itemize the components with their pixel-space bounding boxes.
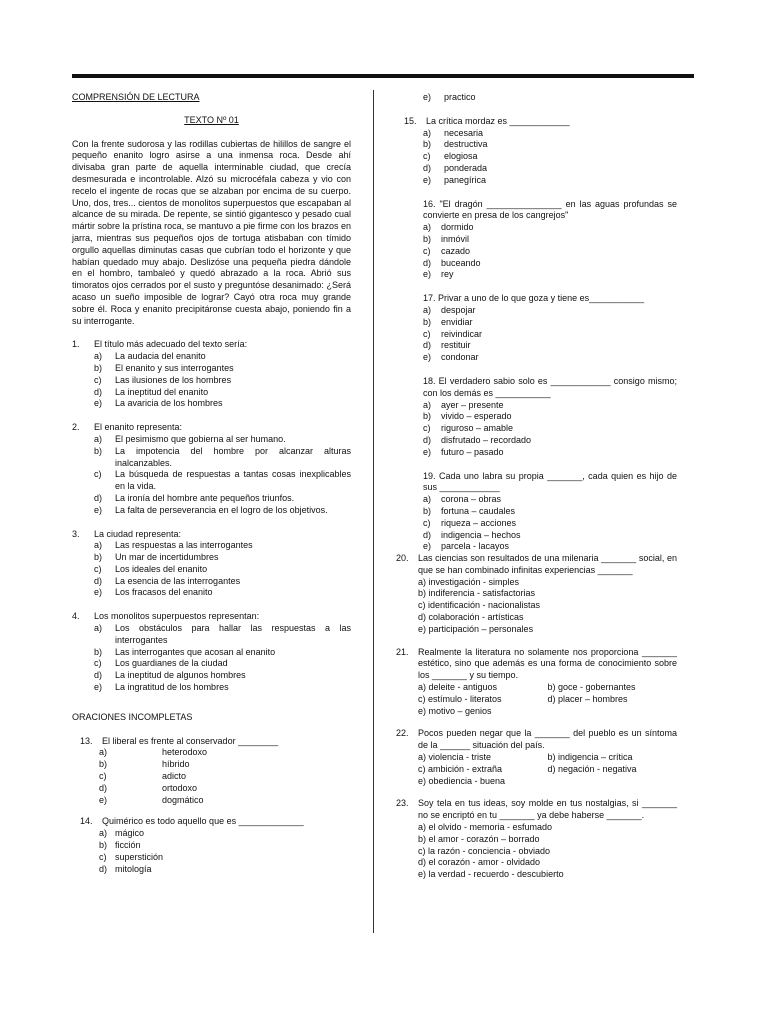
option-letter: c) <box>423 423 431 434</box>
answer-option <box>72 540 351 552</box>
option-text: Los guardianes de la ciudad <box>115 658 228 669</box>
option-letter: e) <box>423 174 432 185</box>
option-text: cazado <box>441 245 471 256</box>
option-text: dormido <box>441 222 474 233</box>
answer-option <box>72 759 351 771</box>
question-15 <box>396 116 677 187</box>
option-letter: e) <box>94 504 103 515</box>
question-text: Pocos pueden negar que la _______ del pueblo es un síntoma de la ______ situación del país. <box>418 728 677 751</box>
option-text: indigencia – hechos <box>441 529 521 540</box>
question-number: 23. <box>396 798 409 809</box>
answer-option: e) obediencia - buena <box>418 775 506 786</box>
option-letter: b) <box>94 552 103 563</box>
option-text: Un mar de incertidumbres <box>115 552 219 563</box>
option-letter: b) <box>94 362 103 373</box>
question-stem <box>72 339 351 351</box>
answer-option <box>396 269 677 281</box>
question-number: 3. <box>72 528 80 539</box>
question-18 <box>396 376 677 459</box>
question-number: 1. <box>72 339 80 350</box>
answer-option <box>72 434 351 446</box>
option-letter: d) <box>99 863 108 874</box>
top-rule <box>72 74 694 78</box>
option-text: Los fracasos del enanito <box>115 587 213 598</box>
option-letter: d) <box>423 529 432 540</box>
option-text: riguroso – amable <box>441 423 514 434</box>
left-column <box>72 92 351 875</box>
answer-option <box>396 246 677 258</box>
option-text: La ironía del hombre ante pequeños triunfos. <box>115 492 295 503</box>
answer-option <box>72 351 351 363</box>
answer-option <box>72 783 351 795</box>
question-stem <box>396 647 677 682</box>
option-text: destructiva <box>444 139 488 150</box>
question-2 <box>72 422 351 516</box>
option-text: rey <box>441 269 454 280</box>
option-letter: e) <box>94 398 103 409</box>
option-letter: d) <box>423 162 432 173</box>
option-text: Los obstáculos para hallar las respuestas a las interrogantes <box>115 623 351 645</box>
question-23 <box>396 798 677 881</box>
question-21 <box>396 647 677 718</box>
option-letter: c) <box>94 658 102 669</box>
answer-option <box>72 469 351 493</box>
option-letter: c) <box>99 771 107 782</box>
answer-option <box>72 828 351 840</box>
answer-option <box>396 340 677 352</box>
answer-option: b) indiferencia - satisfactorias <box>418 588 536 599</box>
answer-option <box>396 128 677 140</box>
answer-option <box>72 363 351 375</box>
question-number: 15. <box>404 115 417 126</box>
option-letter: a) <box>423 304 432 315</box>
answer-option <box>396 541 677 553</box>
section-title: COMPRENSIÓN DE LECTURA <box>72 92 200 102</box>
option-text: El pesimismo que gobierna al ser humano. <box>115 433 286 444</box>
option-letter: c) <box>94 469 102 480</box>
answer-option <box>396 518 677 530</box>
column-divider <box>373 90 374 933</box>
answer-option <box>72 505 351 517</box>
question-1 <box>72 339 351 410</box>
question-text: 16. "El dragón _______________ en las aguas profundas se convierte en presa de los cangrejos" <box>423 198 677 221</box>
answer-option: d) el corazón - amor - olvidado <box>418 857 541 868</box>
question-text: 19. Cada uno labra su propia _______, cada quien es hijo de sus ____________ <box>423 470 677 493</box>
option-text: superstición <box>115 851 164 862</box>
option-text: heterodoxo <box>162 747 208 758</box>
option-letter: a) <box>99 828 108 839</box>
option-letter: e) <box>94 587 103 598</box>
answer-option: d) negación - negativa <box>547 763 637 774</box>
question-stem <box>396 728 677 752</box>
option-letter: e) <box>423 352 432 363</box>
option-letter: b) <box>423 411 432 422</box>
question-16 <box>396 199 677 282</box>
answer-option <box>72 658 351 670</box>
question-stem <box>72 422 351 434</box>
answer-option <box>72 747 351 759</box>
answer-option <box>72 623 351 647</box>
option-text: Las ilusiones de los hombres <box>115 374 232 385</box>
answer-option <box>396 506 677 518</box>
answer-option: e) participación – personales <box>418 623 534 634</box>
option-text: necesaria <box>444 127 484 138</box>
option-letter: b) <box>423 139 432 150</box>
answer-option: b) el amor - corazón – borrado <box>418 833 540 844</box>
option-text: reivindicar <box>441 328 483 339</box>
answer-option <box>72 852 351 864</box>
option-letter: a) <box>94 540 103 551</box>
answer-option <box>396 163 677 175</box>
answer-option <box>72 771 351 783</box>
option-text: La avaricia de los hombres <box>115 398 223 409</box>
option-text: ponderada <box>444 162 488 173</box>
option-letter: e) <box>423 541 432 552</box>
option-letter: b) <box>423 505 432 516</box>
option-letter: c) <box>423 328 431 339</box>
option-letter: c) <box>423 517 431 528</box>
answer-option: c) identificación - nacionalistas <box>418 600 541 611</box>
answer-option <box>72 398 351 410</box>
answer-option: c) la razón - conciencia - obviado <box>418 845 551 856</box>
reading-passage: Con la frente sudorosa y las rodillas cubiertas de hilillos de sangre el pequeño enanito logro asirse a una inmensa roca. Desde ahí divisaba gran parte de aquella interminable ciudad, que crecía desmesurada e incontrolable. Alzó su microcéfala cabeza y vio con recelo el ingente de rocas que se alzaban por encima de su cuerpo. Uno, dos, tres... cientos de monolitos superpuestos que escapaban al alcance de su mirada. De repente, se sintió gigantesco y pesado cual mártir sobre la prístina roca, se mantuvo a pie firme con los brazos en jarra, mientras sus pequeños ojos de tortuga atisbaban con tímido orgullo aquellas diminutas casas que cubrían todo el horizonte y que habían quedado muy abajo. Deslizóse una pequeña piedra dándole en el hombro, tambaleó y quedó abrazado a la roca. Abrió sus timoratos ojos cerrados por el susto y preguntóse desanimado: ¿Será acaso un sueño imposible de lograr? Cayó otra roca muy grande sobre él. Roca y enanito precipitáronse cuesta abajo, poniendo fin a su interrogante. <box>72 138 351 326</box>
option-14e: e) practico <box>423 92 476 102</box>
option-letter: e) <box>423 446 432 457</box>
answer-option <box>72 493 351 505</box>
option-letter: a) <box>99 747 108 758</box>
option-text: La falta de perseverancia en el logro de los objetivos. <box>115 504 328 515</box>
option-letter: b) <box>99 759 108 770</box>
answer-option: d) colaboración - artísticas <box>418 612 524 623</box>
option-letter: a) <box>94 623 103 634</box>
answer-options-grid <box>396 752 677 776</box>
option-letter: b) <box>94 445 103 456</box>
answer-option <box>72 446 351 470</box>
answer-option <box>396 329 677 341</box>
option-letter: c) <box>99 851 107 862</box>
answer-option: a) violencia - triste <box>418 752 492 763</box>
option-text: inmóvil <box>441 233 470 244</box>
option-text: La audacia del enanito <box>115 351 206 362</box>
question-number: 21. <box>396 646 409 657</box>
question-number: 22. <box>396 728 409 739</box>
question-stem <box>72 529 351 541</box>
answer-option <box>72 552 351 564</box>
option-text: buceando <box>441 257 481 268</box>
reading-questions <box>72 339 351 694</box>
option-letter: a) <box>423 399 432 410</box>
option-text: El enanito y sus interrogantes <box>115 362 234 373</box>
question-text: Los monolitos superpuestos representan: <box>94 611 260 622</box>
answer-option <box>396 494 677 506</box>
question-text: Realmente la literatura no solamente nos proporciona _______ estético, sino que además es una forma de conocimiento sobre los _______ y su tiempo. <box>418 646 677 681</box>
option-text: parcela - lacayos <box>441 541 510 552</box>
answer-option: d) placer – hombres <box>547 693 628 704</box>
option-letter: c) <box>423 245 431 256</box>
answer-option <box>72 670 351 682</box>
option-letter: a) <box>423 222 432 233</box>
option-letter: a) <box>94 351 103 362</box>
option-text: adicto <box>162 771 187 782</box>
answer-option: a) investigación - simples <box>418 576 520 587</box>
option-text: Los ideales del enanito <box>115 563 208 574</box>
question-number: 2. <box>72 422 80 433</box>
option-letter: d) <box>94 492 103 503</box>
question-3 <box>72 529 351 600</box>
question-text: La ciudad representa: <box>94 528 182 539</box>
option-letter: d) <box>423 434 432 445</box>
question-text: La crítica mordaz es ____________ <box>426 115 570 126</box>
answer-option <box>72 375 351 387</box>
question-text: Las ciencias son resultados de una milenaria _______ social, en que se han combinado infinitas experiencias _______ <box>418 553 677 575</box>
option-letter: e) <box>423 269 432 280</box>
option-text: disfrutado – recordado <box>441 434 532 445</box>
answer-option <box>396 305 677 317</box>
answer-option <box>396 258 677 270</box>
question-text: Soy tela en tus ideas, soy molde en tus nostalgias, si _______ no se encriptó en tu _______ ya debe haberse _______. <box>418 798 677 821</box>
answer-option <box>72 387 351 399</box>
question-text: Quimérico es todo aquello que es _____________ <box>102 816 304 827</box>
answer-option: e) motivo – genios <box>418 705 492 716</box>
option-text: híbrido <box>162 759 190 770</box>
option-letter: b) <box>99 840 108 851</box>
answer-option <box>396 400 677 412</box>
question-text: El liberal es frente al conservador ________ <box>102 735 279 746</box>
option-letter: a) <box>94 433 103 444</box>
option-text: ortodoxo <box>162 782 198 793</box>
answer-option <box>396 317 677 329</box>
option-letter: d) <box>94 670 103 681</box>
answer-option <box>72 647 351 659</box>
section-oraciones: ORACIONES INCOMPLETAS <box>72 711 193 722</box>
option-text: Las interrogantes que acosan al enanito <box>115 646 276 657</box>
option-letter: c) <box>423 151 431 162</box>
answer-option: c) estímulo - literatos <box>418 693 502 704</box>
option-text: envidiar <box>441 316 473 327</box>
question-17 <box>396 293 677 364</box>
option-letter: b) <box>423 316 432 327</box>
answer-options-grid <box>396 682 677 706</box>
option-text: La impotencia del hombre por alcanzar alturas inalcanzables. <box>115 445 351 468</box>
question-stem <box>72 611 351 623</box>
option-text: La ineptitud del enanito <box>115 386 209 397</box>
question-13 <box>72 736 351 807</box>
option-text: ficción <box>115 840 141 851</box>
option-text: elogiosa <box>444 151 478 162</box>
answer-option <box>396 411 677 423</box>
answer-option: c) ambición - extraña <box>418 763 503 774</box>
answer-option <box>396 139 677 151</box>
answer-option: a) el olvido - memoria - esfumado <box>418 822 553 833</box>
option-letter: c) <box>94 563 102 574</box>
right-column <box>396 92 677 881</box>
option-letter: a) <box>423 494 432 505</box>
option-letter: a) <box>423 127 432 138</box>
option-text: La búsqueda de respuestas a tantas cosas inexplicables en la vida. <box>115 469 351 492</box>
option-letter: d) <box>423 340 432 351</box>
option-letter: c) <box>94 374 102 385</box>
question-text: El enanito representa: <box>94 422 183 433</box>
option-letter: b) <box>423 233 432 244</box>
option-letter: b) <box>94 646 103 657</box>
option-text: ayer – presente <box>441 399 504 410</box>
question-4 <box>72 611 351 694</box>
question-number: 20. <box>396 553 409 564</box>
question-text: El título más adecuado del texto sería: <box>94 339 248 350</box>
option-text: fortuna – caudales <box>441 505 516 516</box>
question-text: 18. El verdadero sabio solo es ____________ consigo mismo; con los demás es ___________ <box>423 375 677 398</box>
option-letter: d) <box>94 575 103 586</box>
answer-option <box>396 234 677 246</box>
option-text: corona – obras <box>441 494 502 505</box>
question-19 <box>396 471 677 554</box>
question-22 <box>396 728 677 787</box>
option-letter: e) <box>99 794 108 805</box>
question-text: 17. Privar a uno de lo que goza y tiene es___________ <box>423 293 645 304</box>
question-stem <box>72 816 351 828</box>
answer-option <box>396 423 677 435</box>
answer-option: e) la verdad - recuerdo - descubierto <box>418 869 564 880</box>
answer-option: a) deleite - antiguos <box>418 682 498 693</box>
answer-option <box>396 151 677 163</box>
answer-option <box>72 564 351 576</box>
answer-option <box>396 222 677 234</box>
question-number: 13. <box>80 735 93 746</box>
option-text: futuro – pasado <box>441 446 504 457</box>
option-text: panegírica <box>444 174 487 185</box>
answer-option <box>396 352 677 364</box>
option-text: La ineptitud de algunos hombres <box>115 670 246 681</box>
answer-option <box>72 587 351 599</box>
question-stem <box>396 553 677 577</box>
option-text: mágico <box>115 828 145 839</box>
answer-option: b) indigencia – crítica <box>547 752 633 763</box>
option-letter: e) <box>94 682 103 693</box>
option-text: condonar <box>441 352 479 363</box>
answer-option <box>396 175 677 187</box>
option-text: La esencia de las interrogantes <box>115 575 241 586</box>
question-number: 4. <box>72 611 80 622</box>
question-stem <box>72 736 351 748</box>
question-stem <box>396 798 677 822</box>
question-20 <box>396 553 677 636</box>
option-letter: d) <box>423 257 432 268</box>
option-text: Las respuestas a las interrogantes <box>115 540 253 551</box>
option-letter: d) <box>94 386 103 397</box>
answer-option <box>72 576 351 588</box>
answer-option <box>72 864 351 876</box>
question-number: 14. <box>80 816 93 827</box>
answer-option <box>72 682 351 694</box>
option-text: restituir <box>441 340 471 351</box>
option-text: dogmático <box>162 794 204 805</box>
option-letter: d) <box>99 782 108 793</box>
question-stem <box>396 116 677 128</box>
answer-option <box>72 840 351 852</box>
text-title: TEXTO Nº 01 <box>184 114 239 125</box>
option-text: despojar <box>441 304 476 315</box>
option-text: riqueza – acciones <box>441 517 517 528</box>
question-14 <box>72 816 351 875</box>
answer-option: b) goce - gobernantes <box>547 682 636 693</box>
answer-option <box>396 530 677 542</box>
answer-option <box>72 795 351 807</box>
option-text: La ingratitud de los hombres <box>115 682 229 693</box>
answer-option <box>396 435 677 447</box>
option-text: vivido – esperado <box>441 411 512 422</box>
option-text: mitología <box>115 863 152 874</box>
answer-option <box>396 447 677 459</box>
